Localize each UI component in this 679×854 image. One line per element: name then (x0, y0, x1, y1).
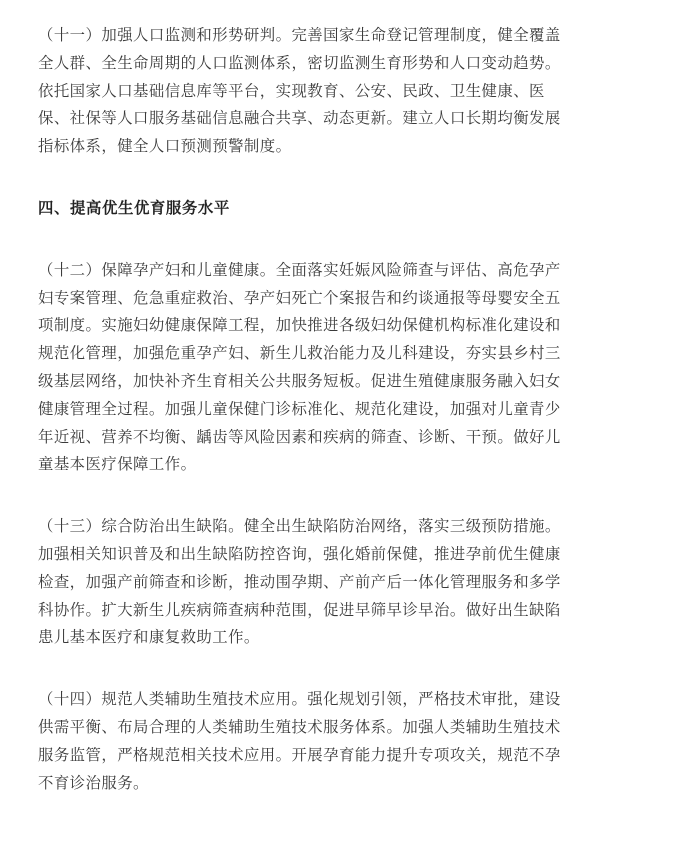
paragraph-12 (38, 257, 641, 479)
paragraph-line: 全人群、全生命周期的人口监测体系，密切监测生育形势和人口变动趋势。 (38, 53, 561, 72)
paragraph-line: （十一）加强人口监测和形势研判。完善国家生命登记管理制度，健全覆盖 (38, 26, 561, 44)
paragraph-line: 保、社保等人口服务基础信息融合共享、动态更新。建立人口长期均衡发展 (38, 109, 561, 128)
paragraph-line: 规范化管理，加强危重孕产妇、新生儿救治能力及儿科建设，夯实县乡村三 (38, 344, 561, 363)
paragraph-line: 供需平衡、布局合理的人类辅助生殖技术服务体系。加强人类辅助生殖技术 (38, 717, 561, 736)
paragraph-line: （十四）规范人类辅助生殖技术应用。强化规划引领，严格技术审批，建设 (38, 690, 561, 709)
paragraph-line: 科协作。扩大新生儿疾病筛查病种范围，促进早筛早诊早治。做好出生缺陷 (38, 600, 561, 619)
paragraph-line: 项制度。实施妇幼健康保障工程，加快推进各级妇幼保健机构标准化建设和 (38, 316, 561, 335)
paragraph-spacer (38, 223, 641, 257)
paragraph-line: 童基本医疗保障工作。 (38, 455, 197, 474)
paragraph-spacer (38, 479, 641, 513)
paragraph-spacer (38, 652, 641, 686)
paragraph-13 (38, 513, 641, 652)
paragraph-line: （十三）综合防治出生缺陷。健全出生缺陷防治网络，落实三级预防措施。 (38, 517, 561, 536)
paragraph-spacer (38, 161, 641, 195)
paragraph-line: 指标体系，健全人口预测预警制度。 (38, 137, 292, 156)
paragraph-line: 依托国家人口基础信息库等平台，实现教育、公安、民政、卫生健康、医 (38, 81, 545, 100)
paragraph-line: 患儿基本医疗和康复救助工作。 (38, 628, 260, 647)
paragraph-line: 级基层网络，加快补齐生育相关公共服务短板。促进生殖健康服务融入妇女 (38, 371, 561, 390)
section-heading: 四、提高优生优育服务水平 (38, 198, 230, 217)
paragraph-line: 妇专案管理、危急重症救治、孕产妇死亡个案报告和约谈通报等母婴安全五 (38, 288, 561, 307)
paragraph-line: 年近视、营养不均衡、龋齿等风险因素和疾病的筛查、诊断、干预。做好儿 (38, 427, 561, 446)
paragraph-line: 加强相关知识普及和出生缺陷防控咨询，强化婚前保健，推进孕前优生健康 (38, 544, 561, 563)
paragraph-line: 健康管理全过程。加强儿童保健门诊标准化、规范化建设，加强对儿童青少 (38, 399, 561, 418)
paragraph-line: （十二）保障孕产妇和儿童健康。全面落实妊娠风险筛查与评估、高危孕产 (38, 260, 561, 279)
paragraph-14 (38, 686, 641, 797)
paragraph-11 (38, 22, 641, 161)
paragraph-line: 服务监管，严格规范相关技术应用。开展孕育能力提升专项攻关，规范不孕 (38, 745, 561, 764)
paragraph-line: 不育诊治服务。 (38, 773, 149, 792)
paragraph-line: 检查，加强产前筛查和诊断，推动围孕期、产前产后一体化管理服务和多学 (38, 572, 561, 591)
